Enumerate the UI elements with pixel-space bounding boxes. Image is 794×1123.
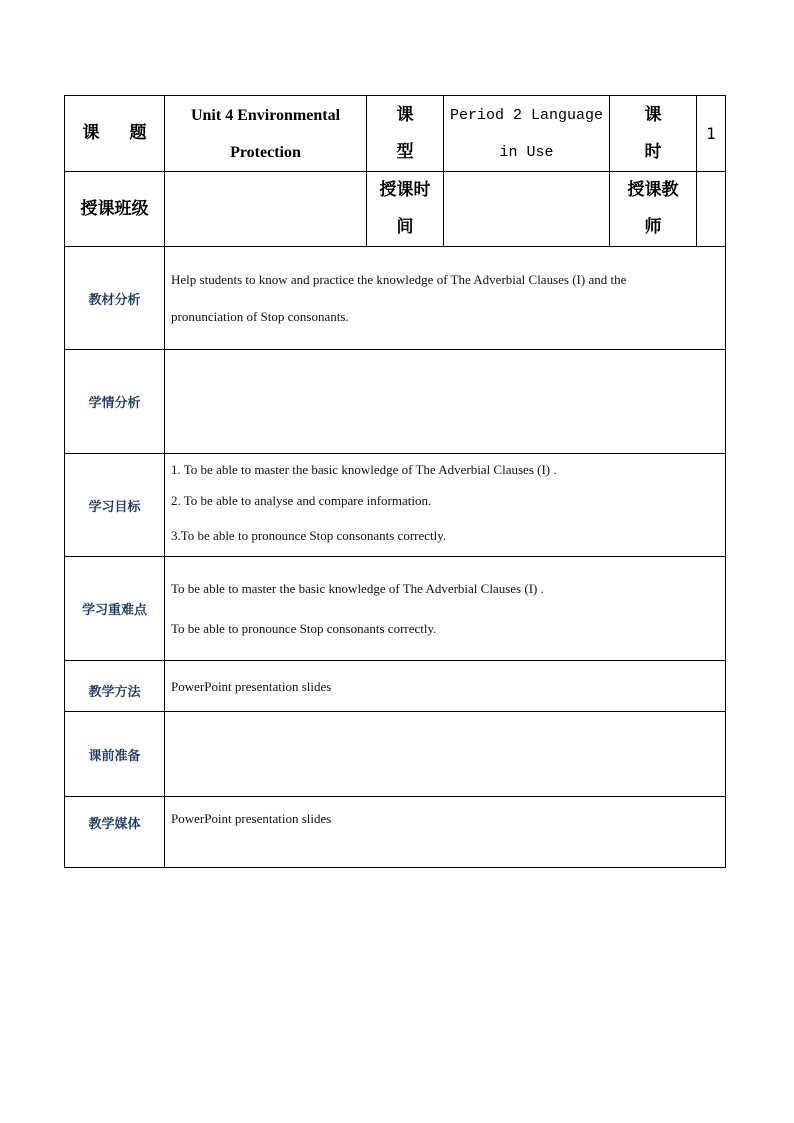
row-label: 教材分析 (65, 247, 165, 350)
content-line: 3.To be able to pronounce Stop consonants correctly. (171, 528, 447, 543)
header-row-2 (65, 172, 726, 247)
type-value: Period 2 Language in Use (444, 96, 610, 172)
time-label: 授课时间 (367, 172, 444, 247)
row-teaching-media (65, 797, 726, 868)
lesson-plan-table (64, 95, 726, 868)
content-line: To be able to master the basic knowledge of The Adverbial Clauses (I) . (171, 580, 544, 596)
row-content (165, 712, 726, 797)
row-content (165, 247, 726, 350)
content-line: PowerPoint presentation slides (171, 811, 332, 826)
content-line: Help students to know and practice the knowledge of The Adverbial Clauses (I) and the (171, 272, 627, 287)
row-content (165, 661, 726, 712)
class-value (165, 172, 367, 247)
content-line: To be able to pronounce Stop consonants correctly. (171, 620, 437, 636)
teacher-value (697, 172, 726, 247)
row-label: 学情分析 (65, 350, 165, 454)
row-key-difficulties (65, 557, 726, 661)
row-preparation (65, 712, 726, 797)
row-textbook-analysis (65, 247, 726, 350)
hours-label: 课 时 (610, 96, 697, 172)
row-content (165, 350, 726, 454)
row-label: 学习目标 (65, 454, 165, 557)
content-line: 2. To be able to analyse and compare information. (171, 493, 432, 508)
row-label: 教学媒体 (65, 797, 165, 868)
row-label: 教学方法 (65, 661, 165, 712)
row-learning-objectives (65, 454, 726, 557)
hours-value: 1 (697, 96, 726, 172)
content-line: 1. To be able to master the basic knowledge of The Adverbial Clauses (I) . (171, 462, 557, 477)
row-content (165, 797, 726, 868)
row-content (165, 557, 726, 661)
topic-value: Unit 4 Environmental Protection (165, 96, 367, 172)
row-student-analysis (65, 350, 726, 454)
row-label: 学习重难点 (65, 557, 165, 661)
teacher-label: 授课教师 (610, 172, 697, 247)
time-value (444, 172, 610, 247)
row-content (165, 454, 726, 557)
type-label: 课 型 (367, 96, 444, 172)
topic-label: 课 题 (65, 96, 165, 172)
row-label: 课前准备 (65, 712, 165, 797)
row-teaching-method (65, 661, 726, 712)
content-line: pronunciation of Stop consonants. (171, 309, 349, 324)
class-label: 授课班级 (65, 172, 165, 247)
content-line: PowerPoint presentation slides (171, 678, 332, 694)
header-row-1 (65, 96, 726, 172)
